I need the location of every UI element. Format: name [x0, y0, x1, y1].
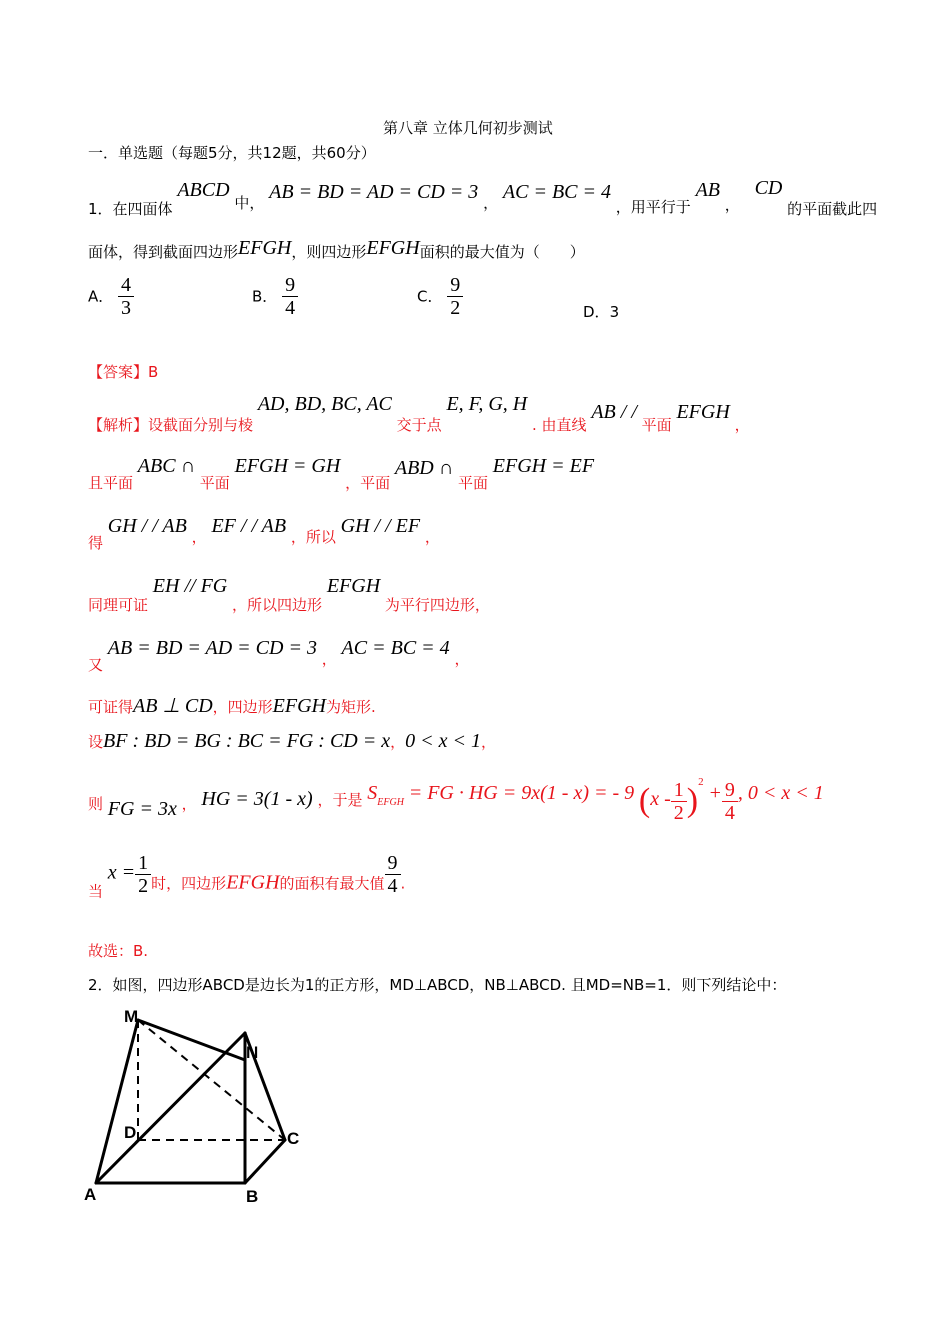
- question-1-line-1: 1．在四面体 ABCD 中， AB = BD = AD = CD = 3 ， AC = BC = 4 ，用平行于 AB ， CD 的平面截此四: [88, 177, 878, 218]
- option-a[interactable]: A． $\frac{4}{3}$: [88, 274, 134, 324]
- analysis-line-3: 得 GH / / AB ， EF / / AB ，所以 GH / / EF ，: [88, 515, 440, 552]
- question-number: 1．: [88, 200, 113, 218]
- fraction: $\frac{9}{4}$: [282, 274, 298, 319]
- edge-BC: [245, 1140, 285, 1183]
- conclusion: 故选：B.: [88, 942, 149, 960]
- question-1-line-2: 面体，得到截面四边形EFGH，则四边形EFGH面积的最大值为（ ）: [88, 237, 585, 261]
- analysis-line-7: 设BF : BD = BG : BC = FG : CD = x，0 < x < 1，: [88, 730, 497, 752]
- analysis-line-2: 且平面 ABC ∩ 平面 EFGH = GH ，平面 ABD ∩ 平面 EFGH = EF: [88, 455, 595, 492]
- fraction: $\frac{9}{2}$: [447, 274, 463, 319]
- analysis-line-1: 【解析】设截面分别与棱 AD, BD, BC, AC 交于点 E, F, G, H . 由直线 AB / / 平面 EFGH ，: [88, 393, 750, 434]
- option-b[interactable]: B． $\frac{9}{4}$: [252, 274, 298, 324]
- analysis-line-5: 又 AB = BD = AD = CD = 3 ， AC = BC = 4 ，: [88, 637, 470, 674]
- fraction: $\frac{4}{3}$: [118, 274, 134, 319]
- label-N: N: [246, 1043, 259, 1062]
- question-2-text: 2．如图，四边形ABCD是边长为1的正方形，MD⊥ABCD，NB⊥ABCD. 且MD=NB=1．则下列结论中：: [88, 976, 787, 994]
- option-c[interactable]: C． $\frac{9}{2}$: [417, 274, 463, 324]
- analysis-line-9: 当 x = $\frac{1}{2}$ 时，四边形EFGH的面积有最大值 $\frac{9}{4}$ .: [88, 852, 406, 901]
- label-M: M: [124, 1007, 139, 1026]
- analysis-line-6: 可证得AB ⊥ CD，四边形EFGH为矩形.: [88, 695, 376, 717]
- option-d[interactable]: D．3: [583, 303, 620, 321]
- page-title: 第八章 立体几何初步测试: [383, 119, 553, 137]
- label-C: C: [287, 1129, 300, 1148]
- geometry-figure: [80, 1000, 320, 1210]
- label-D: D: [124, 1123, 137, 1142]
- analysis-line-8: 则 FG = 3x ， HG = 3(1 - x) ，于是 $S_{EFGH}$ = FG · HG = 9x(1 - x) = - 9 (x - $\frac{1}{2}$ )$^2$ + $\frac{9}{4}$ , 0 < x < 1: [88, 776, 824, 824]
- analysis-line-4: 同理可证 EH // FG ，所以四边形 EFGH 为平行四边形，: [88, 575, 490, 614]
- label-B: B: [246, 1187, 259, 1206]
- edge-MA: [96, 1020, 138, 1183]
- answer-line: 【答案】B: [88, 363, 159, 381]
- edge-MN: [138, 1020, 245, 1060]
- label-A: A: [84, 1185, 97, 1204]
- section-heading: 一．单选题（每题5分，共12题，共60分）: [88, 144, 376, 162]
